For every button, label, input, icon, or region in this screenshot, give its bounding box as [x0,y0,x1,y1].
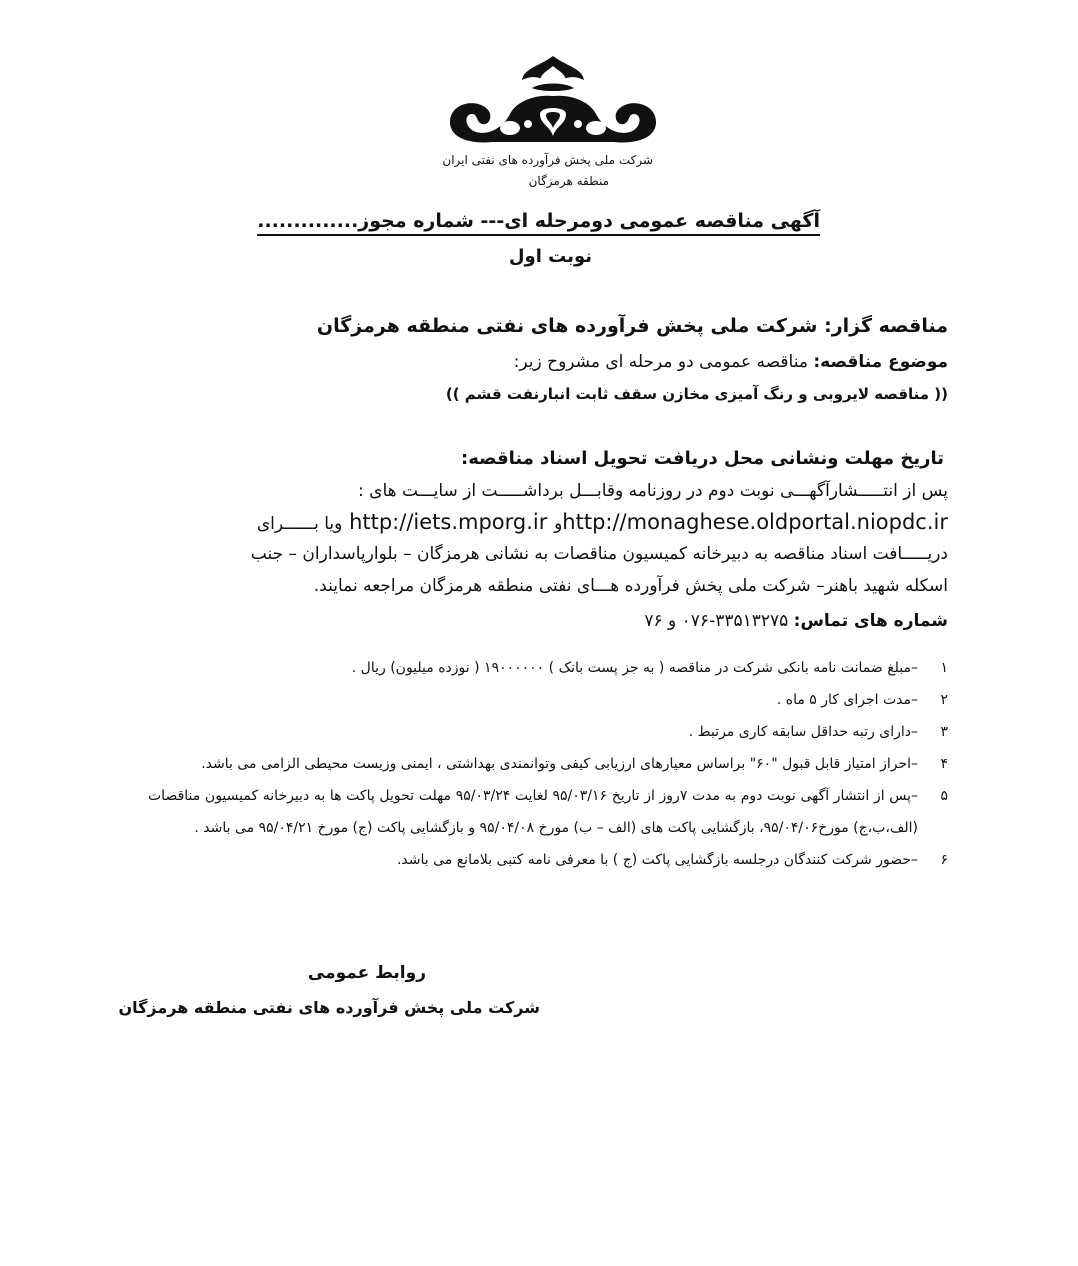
documents-heading: تاریخ مهلت ونشانی محل دریافت تحویل اسناد مناقصه: [461,448,944,469]
and-text: و [554,514,563,534]
condition-number: ۴ [940,756,948,772]
tender-giver-value: شرکت ملی پخش فرآورده های نفتی منطقه هرمزگان [316,315,818,337]
condition-number: ۱ [940,660,948,676]
documents-line-1: پس از انتـــــشارآگهـــی نوبت دوم در روزنامه وقابـــل برداشـــــت از سایـــت های : [358,481,948,501]
company-region: منطقه هرمزگان [528,174,609,188]
tender-giver-label: مناقصه گزار: [824,315,948,337]
condition-text: –مدت اجرای کار ۵ ماه . [776,692,918,708]
condition-text: –مبلغ ضمانت نامه بانکی شرکت در مناقصه ( به جز پست بانک ) ۱۹۰۰۰۰۰۰ ( نوزده میلیون) ریال . [351,660,918,676]
condition-item [148,652,948,684]
conditions-list [148,652,948,876]
documents-line-2 [257,510,948,534]
tender-subject [514,352,948,372]
condition-text: –احراز امتیاز قابل قبول "۶۰" براساس معیارهای ارزیابی کیفی وتوانمندی بهداشتی ، ایمنی وزیست محیطی الزامی می باشد. [201,756,918,772]
tender-giver [317,315,948,337]
contact-label: شماره های تماس: [793,611,948,631]
condition-number: ۳ [940,724,948,740]
signature-company: شرکت ملی پخش فرآورده های نفتی منطقه هرمزگان [118,998,540,1017]
notice-title: آگهی مناقصه عمومی دومرحله ای--- شماره مجوز.............. [257,210,820,236]
condition-item [148,716,948,748]
condition-number: ۵ [940,788,948,804]
tender-subject-value: مناقصه عمومی دو مرحله ای مشروح زیر: [513,352,808,372]
condition-number: ۶ [940,852,948,868]
condition-text: –دارای رتبه حداقل سابقه کاری مرتبط . [688,724,918,740]
documents-line-4: اسکله شهید باهنر– شرکت ملی پخش فرآورده هـــای نفتی منطقه هرمزگان مراجعه نمایند. [313,576,948,596]
documents-line-3: دریـــــافت اسناد مناقصه به دبیرخانه کمیسیون مناقصات به نشانی هرمزگان – بلوارپاسداران – جنب [250,544,948,564]
documents-line-2-tail: ویا بــــــرای [256,514,343,534]
tender-subject-label: موضوع مناقصه: [813,352,948,372]
condition-item [148,780,948,844]
company-name: شرکت ملی پخش فرآورده های نفتی ایران [442,153,653,167]
website-link-2[interactable]: http://iets.mporg.ir [349,510,548,534]
condition-item [148,748,948,780]
contact-value: ۳۳۵۱۳۲۷۵-۰۷۶ و ۷۶ [644,611,789,631]
company-header [393,150,653,192]
condition-item [148,844,948,876]
notice-round: نوبت اول [508,246,592,267]
company-logo-icon [444,52,662,148]
contact-numbers [644,611,948,631]
condition-text: –حضور شرکت کنندگان درجلسه بازگشایی پاکت (ج ) با معرفی نامه کتبی بلامانع می باشد. [396,852,918,868]
condition-item [148,684,948,716]
website-link-1[interactable]: http://monaghese.oldportal.niopdc.ir [562,510,948,534]
tender-title: (( مناقصه لایروبی و رنگ آمیزی مخازن سقف ثابت انبارنفت قشم )) [445,385,948,403]
condition-text: –پس از انتشار آگهی نوبت دوم به مدت ۷روز از تاریخ ۹۵/۰۳/۱۶ لغایت ۹۵/۰۳/۲۴ مهلت تحویل پاکت ها به دبیرخانه کمیسیون مناقصات (الف،ب،ج) مورخ۹۵/۰۴/۰۶، بازگشایی پاکت های (الف – ب) مورخ ۹۵/۰۴/۰۸ و بازگشایی پاکت (ج) مورخ ۹۵/۰۴/۲۱ می باشد . [148,788,918,836]
public-relations-heading: روابط عمومی [307,963,426,983]
condition-number: ۲ [940,692,948,708]
